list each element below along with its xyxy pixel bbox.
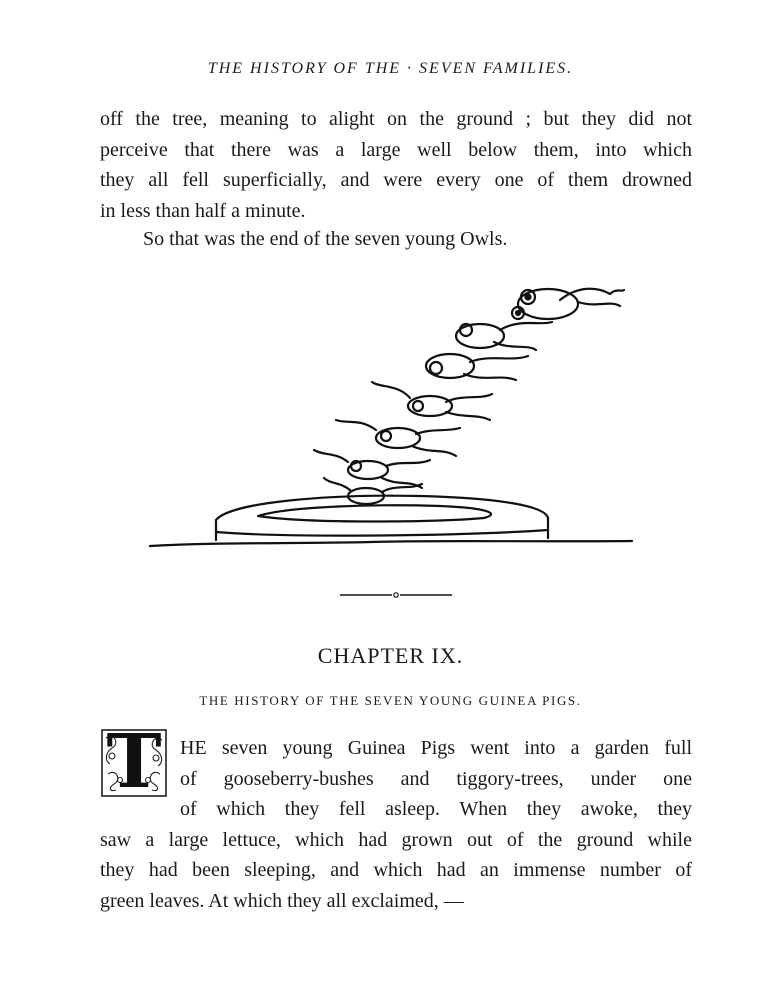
owls-falling-into-well-illustration — [140, 270, 650, 560]
section-divider-ornament — [340, 590, 452, 600]
text-line: saw a large lettuce, which had grown out of the ground while — [100, 828, 692, 851]
owl-2 — [456, 322, 552, 350]
owl-1 — [512, 289, 624, 319]
owl-5 — [336, 420, 460, 456]
text-line: they all fell superficially, and were every one of them drowned — [100, 169, 692, 191]
owl-7 — [324, 478, 422, 504]
paragraph-end-of-owls: So that was the end of the seven young Owls. — [143, 228, 508, 250]
text-line: off the tree, meaning to alight on the ground ; but they did not — [100, 108, 692, 130]
text-line: HE seven young Guinea Pigs went into a garden full — [180, 737, 692, 759]
paragraph-owls-drowning — [100, 104, 692, 226]
running-head: THE HISTORY OF THE · SEVEN FAMILIES. — [207, 60, 574, 77]
text-line: of gooseberry-bushes and tiggory-trees, under one — [180, 767, 692, 790]
paragraph-guinea-pigs — [100, 733, 692, 916]
text-line: in less than half a minute. — [100, 199, 306, 222]
text-line: perceive that there was a large well below them, into which — [100, 138, 692, 161]
text-line: of which they fell asleep. When they awoke, they — [180, 798, 692, 820]
dropcap-letter: T — [106, 719, 162, 805]
text-line: they had been sleeping, and which had an immense number of — [100, 859, 692, 881]
text-line: green leaves. At which they all exclaimed, — — [100, 889, 464, 912]
chapter-subtitle: THE HISTORY OF THE SEVEN YOUNG GUINEA PIGS. — [199, 693, 582, 708]
owl-3 — [426, 354, 528, 380]
owl-4 — [372, 382, 492, 420]
chapter-title: CHAPTER IX. — [317, 643, 464, 668]
